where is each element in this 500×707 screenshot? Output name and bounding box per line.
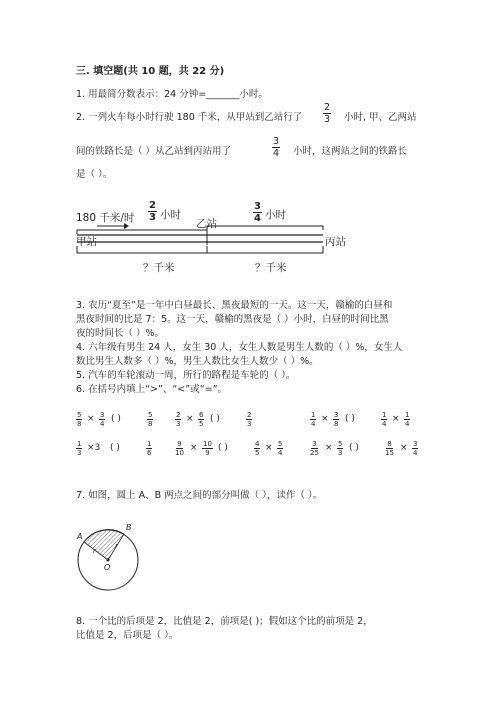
question-2-line-3: 是（ ）。 <box>76 169 113 180</box>
compare-blank: ( ) <box>345 414 355 424</box>
diagram-unit-1: 小时 <box>160 209 181 221</box>
diagram-fraction-1: 2 3 <box>149 200 156 223</box>
comparison-fraction: $\frac{2}{3}$ <box>176 411 181 428</box>
operator: × <box>321 414 329 424</box>
question-1: 1. 用最简分数表示：24 分钟=_______小时。 <box>76 89 268 100</box>
unknown-distance-1: ？千米 <box>143 262 175 274</box>
operator: × <box>190 443 198 453</box>
comparison-fraction: $\frac{3}{25}$ <box>310 440 319 457</box>
compare-blank: ( ) <box>110 443 120 453</box>
speed-label: 180 千米/时 <box>76 212 135 224</box>
comparison-fraction: $\frac{3}{4}$ <box>413 440 418 457</box>
operator: × <box>325 443 333 453</box>
comparison-fraction: $\frac{1}{4}$ <box>382 411 387 428</box>
operator: × <box>392 414 400 424</box>
question-2-line-2a: 间的铁路长是（ ）从乙站到丙站用了 <box>76 146 232 157</box>
comparison-fraction: $\frac{2}{3}$ <box>247 411 252 428</box>
question-7: 7. 如图，圆上 A、B 两点之间的部分叫做（ ），读作（ ）。 <box>76 490 323 501</box>
compare-blank: ( ) <box>111 414 121 424</box>
question-3-line-1: 3. 农历“夏至”是一年中白昼最长、黑夜最短的一天。这一天，赣榆的白昼和 <box>76 300 393 311</box>
comparison-fraction: $\frac{5}{8}$ <box>148 411 153 428</box>
station-b-label: 乙站 <box>196 218 217 230</box>
operator: × <box>265 443 273 453</box>
q2-fraction-2: $\frac{3}{4}$ <box>273 136 280 159</box>
compare-blank: ( ) <box>349 443 359 453</box>
comparison-fraction: $\frac{10}{9}$ <box>203 440 212 457</box>
question-4-line-1: 4. 六年级有男生 24 人，女生 30 人，女生人数是男生人数的（ ）%，女生人 <box>76 342 403 353</box>
station-c-label: 丙站 <box>325 236 346 248</box>
unknown-distance-2: ？千米 <box>255 262 287 274</box>
question-3-line-2: 黑夜时间的比是 7：5。这一天，赣榆的黑夜是（ ）小时，白昼的时间比黑 <box>76 314 389 325</box>
point-a-label: A <box>77 532 83 541</box>
question-2-line-1a: 2. 一列火车每小时行驶 180 千米，从甲站到乙站行了 <box>76 112 303 123</box>
operator: ×3 <box>87 443 101 453</box>
station-a-label: 甲站 <box>76 236 97 248</box>
comparison-fraction: $\frac{3}{8}$ <box>334 411 339 428</box>
comparison-fraction: $\frac{3}{4}$ <box>100 411 105 428</box>
comparison-fraction: $\frac{1}{4}$ <box>311 411 316 428</box>
comparison-fraction: $\frac{1}{6}$ <box>147 440 152 457</box>
compare-blank: ( ) <box>210 414 220 424</box>
question-2-line-2b: 小时，这两站之间的铁路长 <box>293 146 408 157</box>
sector-shaded <box>84 530 124 560</box>
comparison-fraction: $\frac{1}{4}$ <box>405 411 410 428</box>
radius-label-1: r <box>93 547 96 555</box>
radius-label-2: r <box>115 542 118 550</box>
point-b-label: B <box>126 523 132 532</box>
operator: × <box>87 414 95 424</box>
comparison-fraction: $\frac{5}{8}$ <box>77 411 82 428</box>
operator: × <box>400 443 408 453</box>
diagram-fraction-2: 3 4 <box>254 201 261 224</box>
operator: × <box>186 414 194 424</box>
comparison-fraction: $\frac{8}{15}$ <box>385 440 394 457</box>
center-o-label: O <box>104 563 111 572</box>
compare-blank: ( ) <box>218 443 228 453</box>
center-point <box>107 559 110 562</box>
q2-fraction-1: $\frac{2}{3}$ <box>324 102 331 125</box>
comparison-fraction: $\frac{5}{3}$ <box>338 440 343 457</box>
comparison-fraction: $\frac{6}{5}$ <box>199 411 204 428</box>
question-8-line-2: 比值是 2，后项是（ ）。 <box>76 630 179 641</box>
comparison-fraction: $\frac{5}{4}$ <box>278 440 283 457</box>
question-4-line-2: 数比男生人数多（ ）%，男生人数比女生人数少（ ）%。 <box>76 356 319 367</box>
comparison-fraction: $\frac{4}{5}$ <box>255 440 260 457</box>
question-6: 6. 在括号内填上“>”、“<”或“=”。 <box>76 384 227 395</box>
question-3-line-3: 夜的时间长（ ）%。 <box>76 328 165 339</box>
question-2-line-1b: 小时, 甲、乙两站 <box>344 112 417 123</box>
comparison-fraction: $\frac{9}{10}$ <box>175 440 184 457</box>
diagram-unit-2: 小时 <box>265 209 286 221</box>
comparison-fraction: $\frac{1}{3}$ <box>77 440 82 457</box>
section-title: 三. 填空题(共 10 题，共 22 分) <box>76 66 225 77</box>
question-5: 5. 汽车的车轮滚动一周，所行的路程是车轮的（ ）。 <box>76 370 296 381</box>
question-8-line-1: 8. 一个比的后项是 2，比值是 2，前项是( )；假如这个比的前项是 2， <box>76 616 373 627</box>
